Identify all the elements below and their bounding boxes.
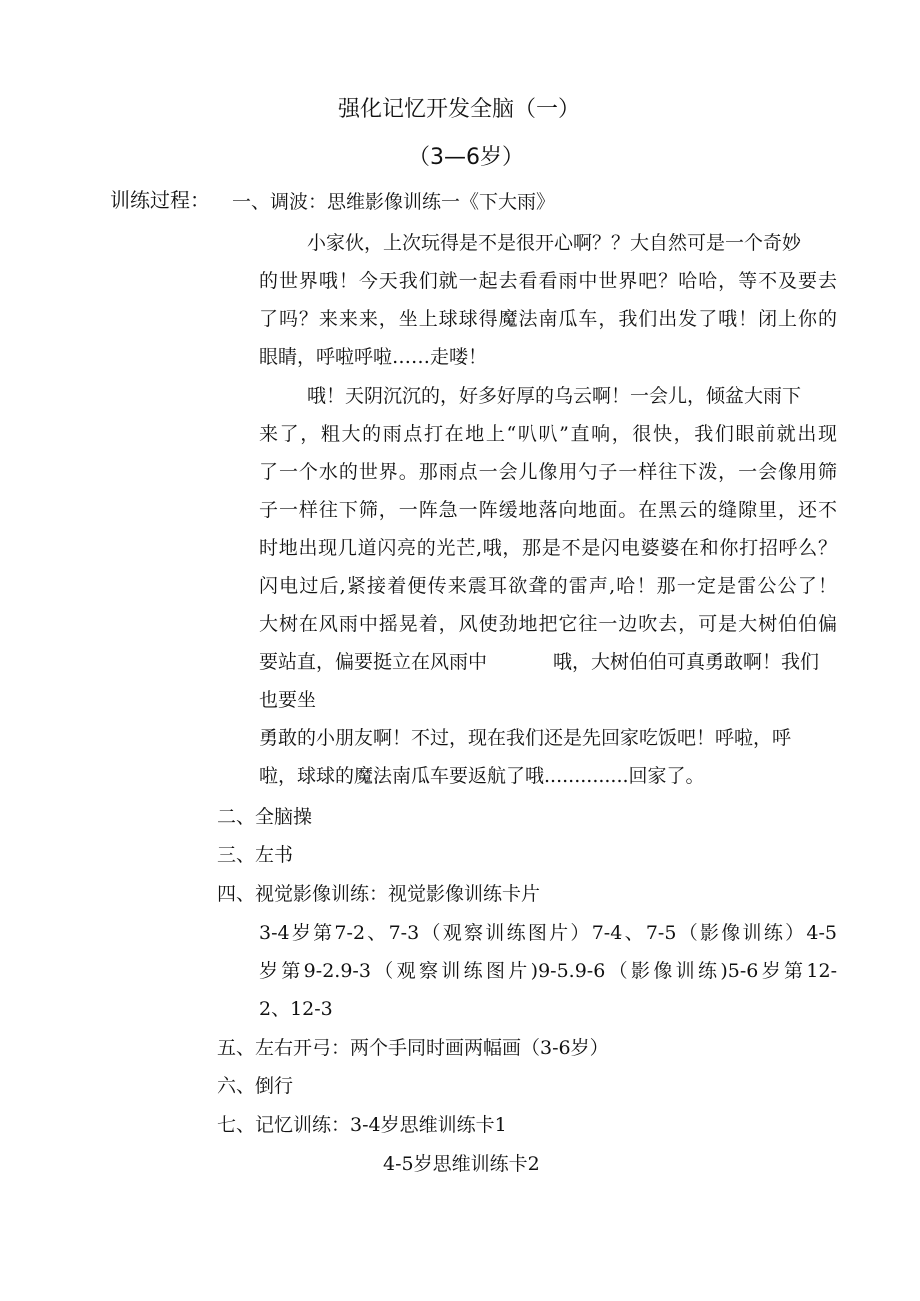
age-range-subtitle: （3—6岁）	[408, 145, 524, 170]
story-line: 大树在风雨中摇晃着，风使劲地把它往一边吹去，可是大树伯伯偏	[259, 613, 837, 635]
story-line: 小家伙，上次玩得是不是很开心啊？？大自然可是一个奇妙	[307, 232, 802, 254]
story-line: 子一样往下筛，一阵急一阵缓地落向地面。在黑云的缝隙里，还不	[259, 499, 837, 521]
story-line: 要站直，偏要挺立在风雨中	[259, 651, 488, 673]
card-list-line: 3-4岁第7-2、7-3（观察训练图片）7-4、7-5（影像训练）4-5	[259, 922, 837, 944]
story-line: 也要坐	[259, 689, 317, 711]
story-line: 了一个水的世界。那雨点一会儿像用勺子一样往下泼，一会像用筛	[259, 461, 837, 483]
story-line: 的世界哦！今天我们就一起去看看雨中世界吧？哈哈，等不及要去	[259, 270, 837, 292]
story-line: 来了，粗大的雨点打在地上“叭叭”直响，很快，我们眼前就出现	[259, 423, 837, 445]
process-label: 训练过程：	[110, 188, 210, 212]
story-line: 哦，大树伯伯可真勇敢啊！我们	[553, 651, 820, 673]
card-list-line: 2、12-3	[259, 998, 333, 1020]
card-list-line: 岁第9-2.9-3（观察训练图片)9-5.9-6（影像训练)5-6岁第12-	[259, 960, 837, 982]
section2-heading: 二、全脑操	[217, 806, 313, 828]
section3-heading: 三、左书	[217, 844, 294, 866]
section5-heading: 五、左右开弓：两个手同时画两幅画（3-6岁）	[217, 1037, 609, 1059]
story-line: 时地出现几道闪亮的光芒,哦，那是不是闪电婆婆在和你打招呼么？	[259, 537, 837, 559]
section7-heading: 七、记忆训练：3-4岁思维训练卡1	[217, 1114, 507, 1136]
section1-heading: 一、调波：思维影像训练一《下大雨》	[232, 191, 556, 213]
story-line: 了吗？来来来，坐上球球得魔法南瓜车，我们出发了哦！闭上你的	[259, 308, 837, 330]
section7-line: 4-5岁思维训练卡2	[383, 1153, 540, 1175]
story-line: 眼睛，呼啦呼啦……走喽！	[259, 346, 488, 368]
story-line: 哦！天阴沉沉的，好多好厚的乌云啊！一会儿，倾盆大雨下	[307, 385, 802, 407]
section4-heading: 四、视觉影像训练：视觉影像训练卡片	[217, 883, 541, 905]
document-title: 强化记忆开发全脑（一）	[338, 97, 581, 122]
story-line: 闪电过后,紧接着便传来震耳欲聋的雷声,哈！那一定是雷公公了！	[259, 575, 837, 597]
story-line: 勇敢的小朋友啊！不过，现在我们还是先回家吃饭吧！呼啦，呼	[259, 727, 792, 749]
story-line: 啦，球球的魔法南瓜车要返航了哦..............回家了。	[259, 765, 705, 787]
section6-heading: 六、倒行	[217, 1075, 294, 1097]
